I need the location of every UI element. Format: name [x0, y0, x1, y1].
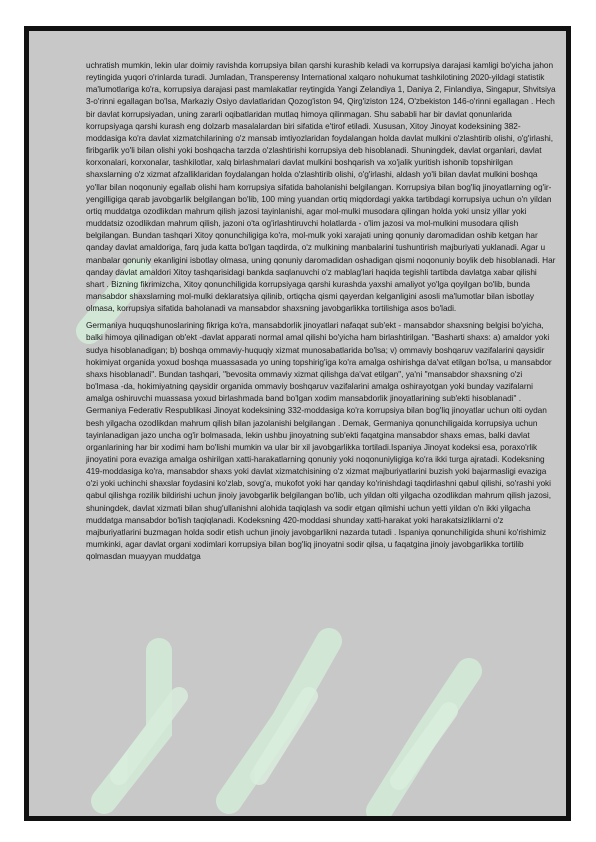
paragraph: Germaniya huquqshunoslarining fikriga ko'ra, mansabdorlik jinoyatlari nafaqat sub'ekt - mansabdor shaxsning belgisi bo'yicha, balki himoya qilinadigan ob'ekt -davlat apparati normal amal qilishi bo'yicha ham birlashtirilgan. "Basharti shaxs: a) amaldor yoki sudya hisoblanadigan; b) boshqa ommaviy-huquqiy xizmat munosabatlarida bo'lsa; v) ommaviy boshqaruv vazifalarini qaysidir hokimiyat organida yoxud boshqa muassasada yo uning topshirig'iga ko'ra amalga oshirishga da'vat etilgan bo'lsa, u mansabdor shaxs hisoblanadi". Bundan tashqari, "bevosita ommaviy xizmat qilishga da'vat etilgan", ya'ni "mansabdor shaxsning o'zi bo'lmasa -da, hokimiyatning qaysidir organida ommaviy boshqaruv vazifalarini amalga oshirayotgan yoki bunday vazifalarni amalga oshiruvchi muassasa yoxud birlashmada band bo'lgan xodim mansabdorlik jinoyatlarining sub'ekti hisoblanadi" . Germaniya Federativ Respublikasi Jinoyat kodeksining 332-moddasiga ko'ra korrupsiya bilan bog'liq jinoyatlar uchun olti oydan besh yilgacha ozodlikdan mahrum qilish bilan jazolanishi belgilangan . Demak, Germaniya qonunchiligaida korrupsiya uchun tayinlanadigan jazo uncha og'ir bolmasada, lekin ushbu jinoyatning sub'ekti faqatgina mansabdor shaxs emas, balki davlat organlarining har bir xodimi ham bo'lishi mumkin va ular bir xil javobgarlikka tortiladi.Ispaniya Jinoyat kodeksi esa, poraxo'rlik jinoyatini pora evaziga amalga oshirilgan xatti-harakatlarning qonuniy yoki noqonuniyligiga ko'ra ikki turga ajratadi. Kodeksning 419-moddasiga ko'ra, mansabdor shaxs yoki davlat xizmatchisining o'z xizmat majburiyatlarini buzish yoki bajarmasligi evaziga o'zi yoki uchinchi shaxslar foydasini ko'zlab, sovg'a, mukofot yoki har qanday ko'rinishdagi taqdirlashni qabul qilishi, so'rashi yoki qabul qilishga rozilik bildirishi uchun jinoiy javobgarlik belgilangan bo'lib, uch yildan olti yilgacha ozodlikdan mahrum qilish jazosi, shuningdek, davlat xizmati bilan shug'ullanishni alohida taqiqlash va sodir etgan qilmishi uchun yetti yildan o'n ikki yilgacha muddatga mansabdor bo'lish taqiqlanadi. Kodeksning 420-moddasi shunday xatti-harakat yoki harakatsizliklarni o'z majburiyatlarini buzmagan holda sodir etish uchun jinoiy javobgarlikni nazarda tutadi . Ispaniya qonunchiligida shuni ko'rishimiz mumkinki, agar davlat organi xodimlari korrupsiya bilan bog'liq jinoyatni sodir qilsa, u faqatgina jinoiy javobgarlikka tortilib qolmasdan muayyan muddatga: [86, 320, 552, 562]
document-body: [86, 59, 556, 567]
paragraph: uchratish mumkin, lekin ular doimiy ravishda korrupsiya bilan qarshi kurashib keladi va korrupsiya darajasi kamligi bo'yicha jahon reytingida yuqori o'rinlarda turadi. Jumladan, Transperensy International xalqaro nohukumat tashkilotining 2020-yildagi statistik ma'lumotlariga ko'ra, korrupsiya darajasi past mamlakatlar reytingida Yangi Zelandiya 1, Daniya 2, Finlandiya, Singapur, Shvitsiya 3-o'rinni egallagan bo'lsa, Markaziy Osiyo davlatlaridan Qozog'iston 94, Qirg'iziston 124, O'zbekiston 146-o'rinni egallagan . Hech bir davlat korrupsiyadan, uning zararli oqibatlaridan mutlaq himoya qilinmagan. Shu sababli har bir davlat qonunlarida korrupsiyaga qarshi kurash eng dolzarb masalalardan biri sifatida e'tirof etiladi. Xususan, Xitoy Jinoyat kodeksining 382-moddasiga ko'ra davlat xizmatchilarining o'z mansab imtiyozlaridan foydalangan holda davlat mulkini o'zlashtirib olishi, o'g'irlashi, firibgarlik yo'li bilan olishi yoki boshqacha tarzda o'zlashtirishi korrupsiya deb hisoblanadi. Shuningdek, davlat organlari, davlat korxonalari, korxonalar, tashkilotlar, xalq birlashmalari davlat mulkini boshqarish va xo'jalik yuritish ishonib topshirilgan shaxslarning o'z xizmat afzalliklaridan foydalangan holda o'zlashtirib olishi, o'g'irlashi, aldash yo'li bilan davlat mulkini boshqa yo'llar bilan noqonuniy egallab olishi ham korrupsiya sifatida baholanishi belgilangan. Korrupsiya bilan bog'liq jinoyatlarning og'ir-yengilligiga qarab javobgarlik belgilangan bo'lib, 100 ming yuandan ortiq miqdordagi yakka tartibdagi korrupsiya uchun o'n yildan ortiq muddatga ozodlikdan mahrum qilish jazosi tayinlanishi, agar mol-mulki musodara qilingan holda yoki unsiz yillar yoki muddatsiz ozodlikdan mahrum qilish, jazoni o'ta og'irlashtiruvchi holatlarda - o'lim jazosi va mol-mulkini musodara qilish belgilangan. Bundan tashqari Xitoy qonunchiligiga ko'ra, mol-mulk yoki xarajati uning qonuniy daromadidan oshib ketgan har qanday davlat amaldoriga, farq juda katta bo'lgan taqdirda, o'z mulkining manbalarini tushuntirish majburiyati yuklanadi. Agar u manbalar qonuniy ekanligini isbotlay olmasa, uning qonuniy daromadidan oshadigan qismi noqonuniy boylik deb hisoblanadi. Har qanday davlat amaldori Xitoy tashqarisidagi bankda saqlanuvchi o'z mablag'lari haqida tegishli tartibda davlatga xabar qilishi shart . Bizning fikrimizcha, Xitoy qonunchiligida korrupsiyaga qarshi kurashda yaxshi amaliyot yo'lga qoyilgan bo'lib, bunda mansabdor shaxslarning mol-mulki deklaratsiya qilinib, ortiqcha qismi qayerdan kelganligini asosli ma'lumotlar bilan isbotlay olmasa, korrupsiya sifatida baholanadi va mansabdor shaxsning javobgarlikka tortilishiga asos bo'ladi.: [86, 60, 556, 314]
page-frame: [24, 26, 571, 821]
